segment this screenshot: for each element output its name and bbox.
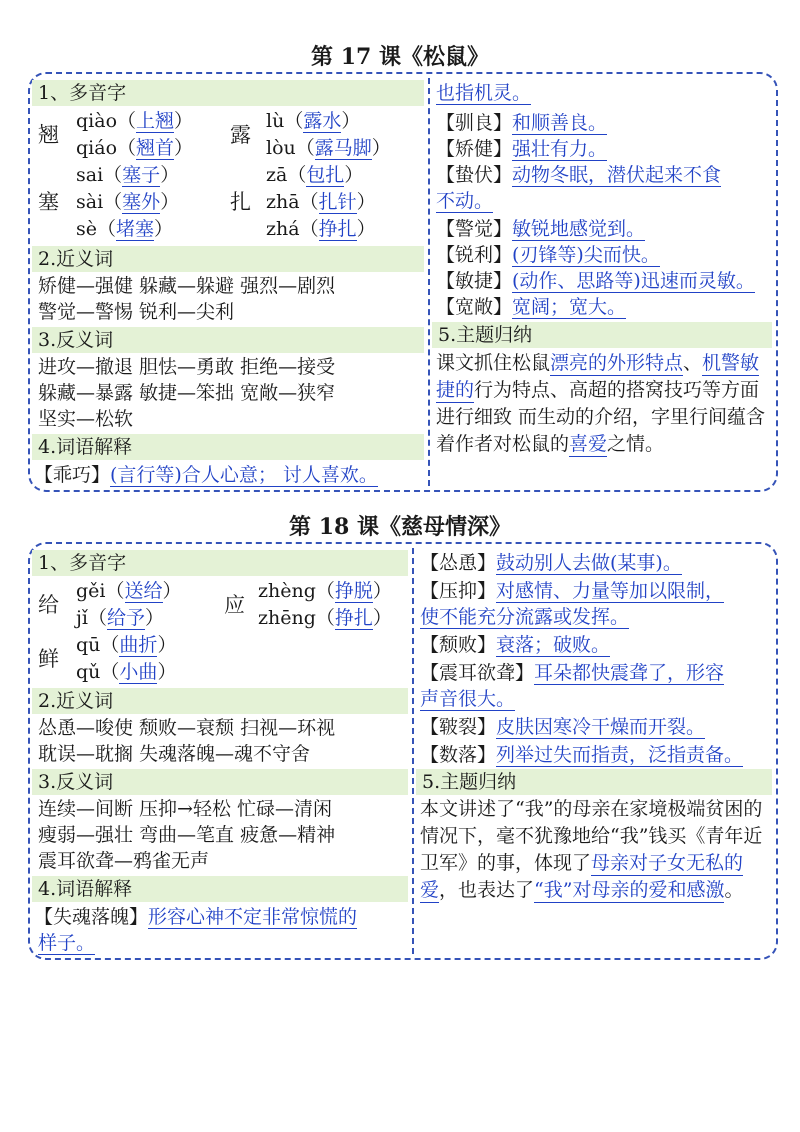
polyphonic-char: 扎 xyxy=(230,190,251,214)
pinyin-entry: sai（塞子） xyxy=(76,164,180,186)
explain-entry: 【失魂落魄】形容心神不定非常惊慌的 xyxy=(34,906,358,928)
polyphonic-header: 1、多音字 xyxy=(32,80,424,106)
explain-continuation: 使不能充分流露或发挥。 xyxy=(420,606,630,628)
polyphonic-char: 给 xyxy=(38,593,59,617)
explain-entry: 【压抑】对感情、力量等加以限制， xyxy=(420,580,725,602)
card-divider xyxy=(428,78,430,486)
antonyms-header: 3.反义词 xyxy=(32,327,424,353)
explain-entry: 【震耳欲聋】耳朵都快震聋了，形容 xyxy=(420,662,725,684)
explain-entry: 【数落】列举过失而指责，泛指责备。 xyxy=(420,744,744,766)
pinyin-entry: lòu（露马脚） xyxy=(266,137,391,159)
synonyms-line: 矫健—强健 躲藏—躲避 强烈—剧烈 xyxy=(38,275,336,297)
lesson17-card xyxy=(28,72,778,492)
polyphonic-header: 1、多音字 xyxy=(32,550,408,576)
lesson18-title: 第 18 课《慈母情深》 xyxy=(289,514,511,540)
explain-entry: 【皲裂】皮肤因寒冷干燥而开裂。 xyxy=(420,716,706,738)
pinyin-entry: zhēng（挣扎） xyxy=(258,607,392,629)
explain-continuation: 声音很大。 xyxy=(420,688,516,710)
explain-continuation: 样子。 xyxy=(38,932,96,954)
pinyin-entry: gěi（送给） xyxy=(76,580,182,602)
polyphonic-char: 露 xyxy=(230,123,251,147)
pinyin-entry: qǔ（小曲） xyxy=(76,661,177,683)
pinyin-entry: qū（曲折） xyxy=(76,634,177,656)
synonyms-header: 2.近义词 xyxy=(32,688,408,714)
pinyin-entry: sài（塞外） xyxy=(76,191,180,213)
theme-header: 5.主题归纳 xyxy=(432,322,772,348)
explain-entry: 【宽敞】宽阔；宽大。 xyxy=(436,296,627,318)
pinyin-entry: qiáo（翘首） xyxy=(76,137,194,159)
synonyms-line: 怂恿—唆使 颓败—衰颓 扫视—环视 xyxy=(38,717,336,739)
antonyms-line: 进攻—撤退 胆怯—勇敢 拒绝—接受 xyxy=(38,356,336,378)
pinyin-entry: qiào（上翘） xyxy=(76,110,194,132)
antonyms-line: 坚实—松软 xyxy=(38,408,134,430)
explain-continuation: 也指机灵。 xyxy=(436,82,532,104)
explain-continuation: 不动。 xyxy=(436,190,494,212)
explain-header: 4.词语解释 xyxy=(32,876,408,902)
explain-entry: 【敏捷】(动作、思路等)迅速而灵敏。 xyxy=(436,270,755,292)
pinyin-entry: sè（堵塞） xyxy=(76,218,174,240)
explain-entry: 【蛰伏】动物冬眠，潜伏起来不食 xyxy=(436,164,722,186)
explain-entry: 【锐利】(刃锋等)尖而快。 xyxy=(436,244,660,266)
pinyin-entry: zā（包扎） xyxy=(266,164,364,186)
polyphonic-char: 塞 xyxy=(38,190,59,214)
explain-entry: 【驯良】和顺善良。 xyxy=(436,112,608,134)
polyphonic-char: 应 xyxy=(224,593,245,617)
synonyms-header: 2.近义词 xyxy=(32,246,424,272)
polyphonic-char: 翘 xyxy=(38,123,59,147)
explain-entry: 【颓败】衰落；破败。 xyxy=(420,634,611,656)
antonyms-line: 震耳欲聋—鸦雀无声 xyxy=(38,850,210,872)
lesson18-card xyxy=(28,542,778,960)
pinyin-entry: zhā（扎针） xyxy=(266,191,376,213)
explain-entry: 【警觉】敏锐地感觉到。 xyxy=(436,218,646,240)
antonyms-header: 3.反义词 xyxy=(32,769,408,795)
theme-paragraph: 课文抓住松鼠漂亮的外形特点、机警敏捷的行为特点、高超的搭窝技巧等方面进行细致 而生动的介绍，字里行间蕴含着作者对松鼠的喜爱之情。 xyxy=(436,352,766,455)
explain-entry: 【乖巧】(言行等)合人心意； 讨人喜欢。 xyxy=(34,464,378,486)
pinyin-entry: lù（露水） xyxy=(266,110,361,132)
polyphonic-char: 鲜 xyxy=(38,647,59,671)
lesson17-title: 第 17 课《松鼠》 xyxy=(311,44,489,70)
synonyms-line: 警觉—警惕 锐利—尖利 xyxy=(38,301,235,323)
theme-paragraph: 本文讲述了“我”的母亲在家境极端贫困的情况下，毫不犹豫地给“我”钱买《青年近卫军》的事，体现了母亲对子女无私的爱，也表达了“我”对母亲的爱和感激。 xyxy=(420,798,763,901)
pinyin-entry: zhá（挣扎） xyxy=(266,218,376,240)
explain-entry: 【矫健】强壮有力。 xyxy=(436,138,608,160)
antonyms-line: 连续—间断 压抑→轻松 忙碌—清闲 xyxy=(38,798,332,820)
theme-header: 5.主题归纳 xyxy=(416,769,772,795)
antonyms-line: 躲藏—暴露 敏捷—笨拙 宽敞—狭窄 xyxy=(38,382,336,404)
antonyms-line: 瘦弱—强壮 弯曲—笔直 疲惫—精神 xyxy=(38,824,336,846)
card-divider xyxy=(412,548,414,954)
pinyin-entry: zhèng（挣脱） xyxy=(258,580,392,602)
pinyin-entry: jǐ（给予） xyxy=(76,607,165,629)
explain-header: 4.词语解释 xyxy=(32,434,424,460)
synonyms-line: 耽误—耽搁 失魂落魄—魂不守舍 xyxy=(38,743,311,765)
explain-entry: 【怂恿】鼓动别人去做(某事)。 xyxy=(420,552,682,574)
